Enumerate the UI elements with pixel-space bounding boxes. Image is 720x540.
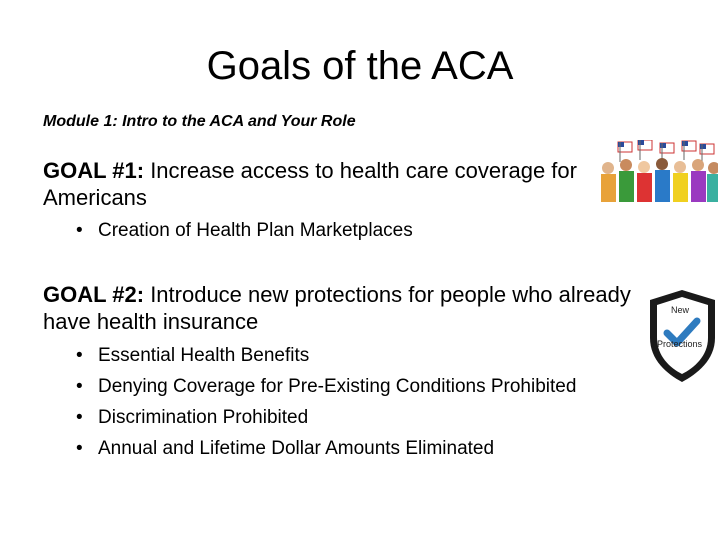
goal-2-text: Introduce new protections for people who already have health insurance bbox=[43, 282, 631, 334]
goal-1-bullet-list bbox=[76, 215, 413, 246]
crowd-with-flags-image bbox=[598, 140, 718, 202]
bullet-item: • Annual and Lifetime Dollar Amounts Eliminated bbox=[76, 433, 576, 464]
goal-2-bullet-list bbox=[76, 340, 576, 464]
bullet-item: • Essential Health Benefits bbox=[76, 340, 576, 371]
goal-1-label: GOAL #1: bbox=[43, 158, 145, 183]
bullet-item: • Discrimination Prohibited bbox=[76, 402, 576, 433]
shield-label-new: New bbox=[671, 305, 690, 315]
bullet-item: • Creation of Health Plan Marketplaces bbox=[76, 215, 413, 246]
goal-2-label: GOAL #2: bbox=[43, 282, 145, 307]
bullet-item: • Denying Coverage for Pre-Existing Conditions Prohibited bbox=[76, 371, 576, 402]
goal-1-text: Increase access to health care coverage for Americans bbox=[43, 158, 577, 210]
slide-title: Goals of the ACA bbox=[206, 44, 514, 88]
slide-subtitle: Module 1: Intro to the ACA and Your Role bbox=[43, 113, 356, 130]
goal-2-heading bbox=[43, 281, 633, 335]
shield-check-icon bbox=[645, 288, 720, 384]
goal-1-heading bbox=[43, 157, 603, 211]
shield-label-protections: Protections bbox=[657, 339, 703, 349]
